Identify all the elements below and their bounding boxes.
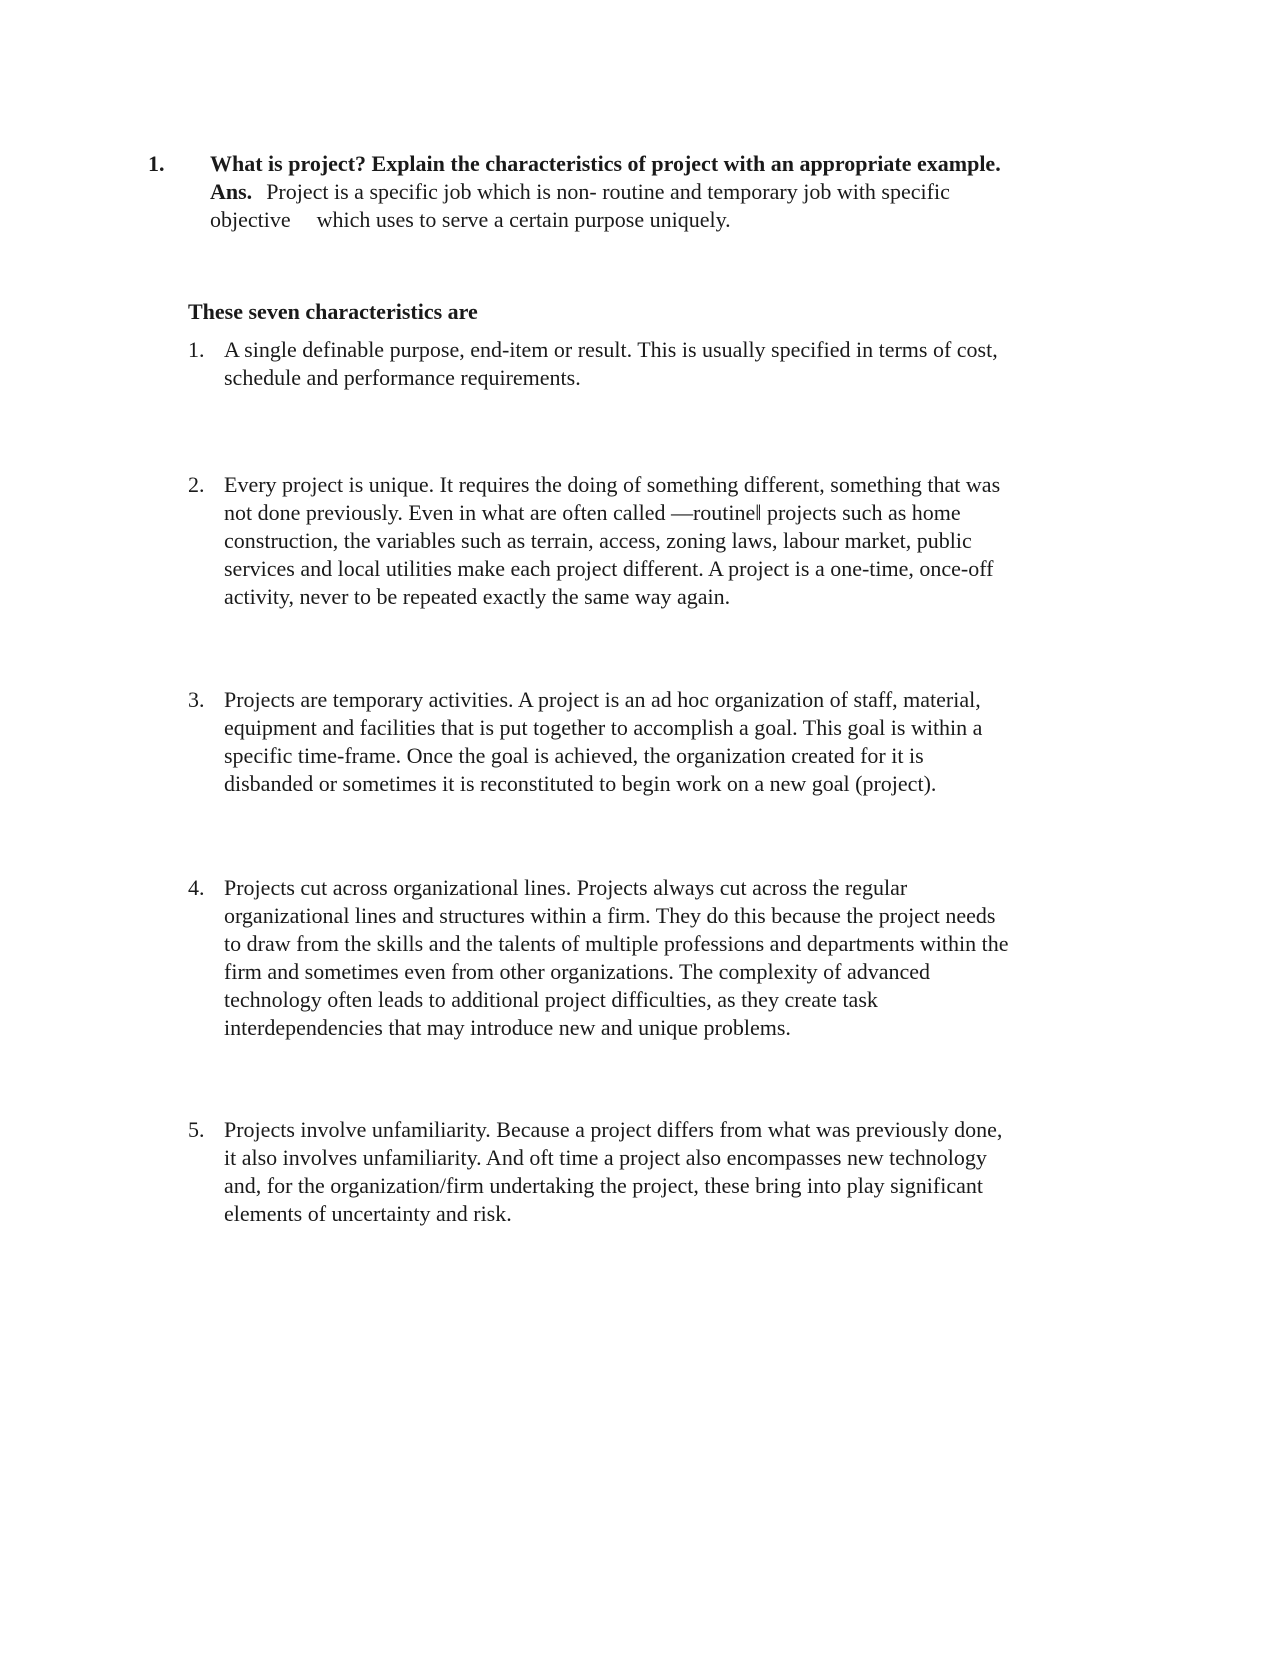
list-item-text [224, 336, 1124, 392]
list-item-line: it also involves unfamiliarity. And oft time a project also encompasses new technology [224, 1145, 987, 1170]
list-item-line: firm and sometimes even from other organizations. The complexity of advanced [224, 959, 931, 984]
list-item-line: services and local utilities make each project different. A project is a one-time, once-off [224, 556, 994, 581]
answer-label: Ans. [210, 179, 253, 204]
list-item-number: 2. [188, 472, 205, 497]
list-item-text [224, 874, 1124, 1042]
list-item-line: technology often leads to additional project difficulties, as they create task [224, 987, 878, 1012]
list-item-line: organizational lines and structures within a firm. They do this because the project needs [224, 903, 996, 928]
answer-line-2 [210, 206, 1130, 234]
answer-text-2b: which uses to serve a certain purpose uniquely. [316, 207, 731, 232]
list-item-text [224, 471, 1124, 611]
question-body [210, 150, 1130, 234]
list-item-line: and, for the organization/firm undertaking the project, these bring into play significant [224, 1173, 983, 1198]
question-title: What is project? Explain the characteristics of project with an appropriate example. [210, 151, 1001, 176]
list-item-line: schedule and performance requirements. [224, 365, 581, 390]
list-item-number: 1. [188, 337, 205, 362]
list-item-line: specific time-frame. Once the goal is achieved, the organization created for it is [224, 743, 924, 768]
list-item-line: disbanded or sometimes it is reconstituted to begin work on a new goal (project). [224, 771, 937, 796]
question-number: 1. [148, 151, 165, 176]
list-item-line: elements of uncertainty and risk. [224, 1201, 512, 1226]
answer-text-2a: objective [210, 207, 291, 232]
list-item-line: activity, never to be repeated exactly the same way again. [224, 584, 731, 609]
list-item-number: 3. [188, 687, 205, 712]
list-item-line: equipment and facilities that is put together to accomplish a goal. This goal is within a [224, 715, 983, 740]
list-item-text [224, 1116, 1124, 1228]
list-item-line: A single definable purpose, end-item or result. This is usually specified in terms of cost, [224, 337, 998, 362]
list-item-number: 4. [188, 875, 205, 900]
answer-text-1: Project is a specific job which is non- routine and temporary job with specific [266, 179, 950, 204]
list-item-line: Every project is unique. It requires the doing of something different, something that was [224, 472, 1001, 497]
characteristics-heading: These seven characteristics are [188, 299, 478, 324]
list-item-line: to draw from the skills and the talents of multiple professions and departments within the [224, 931, 1009, 956]
answer-line-1 [210, 178, 1130, 206]
list-item-number: 5. [188, 1117, 205, 1142]
list-item-line: interdependencies that may introduce new and unique problems. [224, 1015, 791, 1040]
list-item-line: not done previously. Even in what are often called ―routine‖ projects such as home [224, 500, 961, 525]
list-item-text [224, 686, 1124, 798]
list-item-line: construction, the variables such as terrain, access, zoning laws, labour market, public [224, 528, 972, 553]
list-item-line: Projects cut across organizational lines. Projects always cut across the regular [224, 875, 908, 900]
list-item-line: Projects involve unfamiliarity. Because a project differs from what was previously done, [224, 1117, 1003, 1142]
list-item-line: Projects are temporary activities. A project is an ad hoc organization of staff, material, [224, 687, 981, 712]
